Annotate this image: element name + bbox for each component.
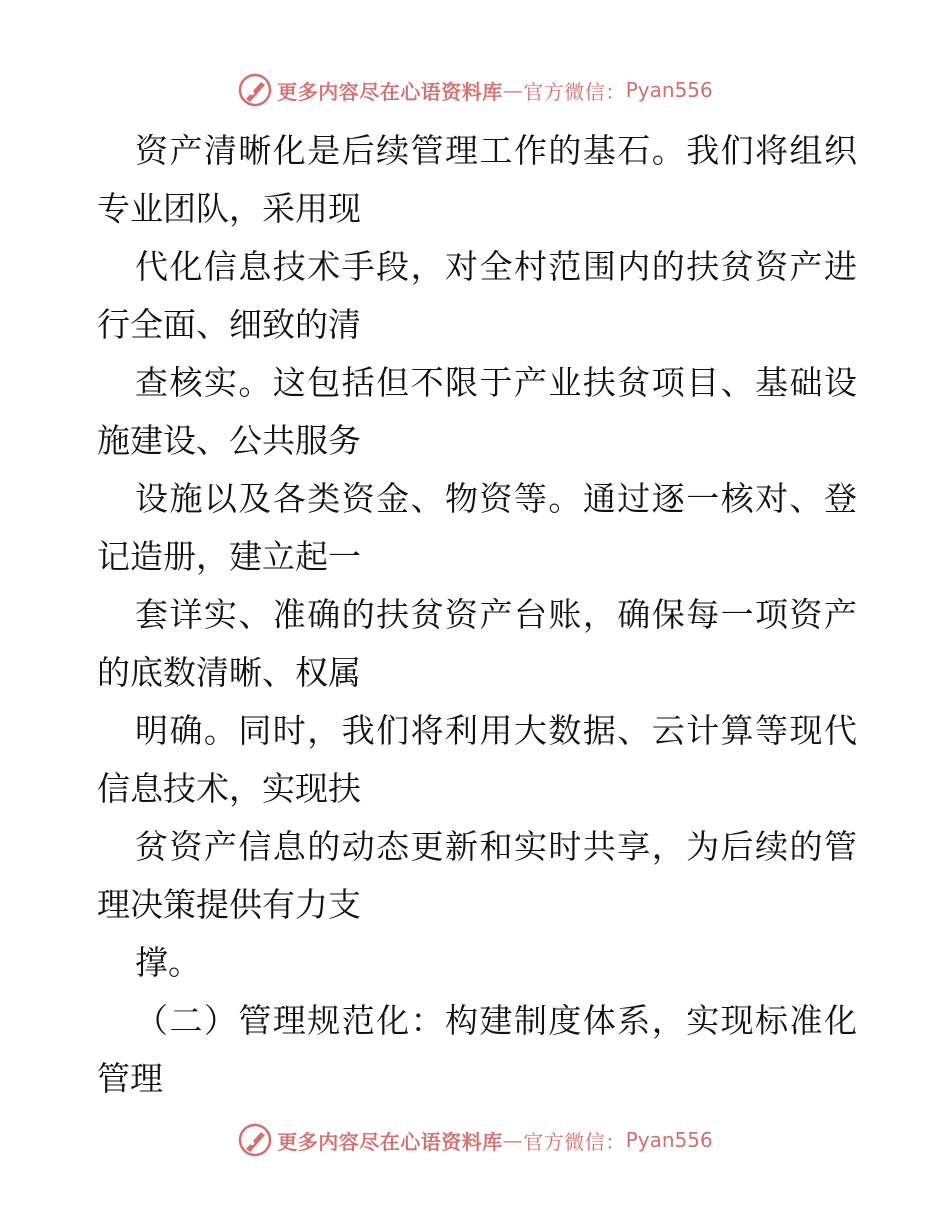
watermark-official-label: 官方微信： [523,79,626,104]
document-body [97,122,857,1108]
watermark-header [0,70,950,110]
body-line: 的底数清晰、权属 [97,653,361,692]
body-line: 明确。同时，我们将利用大数据、云计算等现代 [135,711,857,750]
body-line: 资产清晰化是后续管理工作的基石。我们将组织 [135,131,857,170]
body-line: 行全面、细致的清 [97,305,361,344]
body-line: 代化信息技术手段，对全村范围内的扶贫资产进 [135,247,857,286]
watermark-dash: — [502,1128,524,1152]
watermark-wechat-id: Pyan556 [625,78,713,102]
body-line: 施建设、公共服务 [97,421,361,460]
body-line: 撑。 [135,943,201,982]
body-line: 专业团队，采用现 [97,189,361,228]
watermark-main-text: 更多内容尽在心语资料库 [277,1129,503,1154]
body-line: 查核实。这包括但不限于产业扶贫项目、基础设 [135,363,857,402]
body-line: 信息技术，实现扶 [97,769,361,808]
watermark-main-text: 更多内容尽在心语资料库 [277,79,503,104]
section-heading-line: 管理 [97,1059,163,1098]
body-line: 记造册，建立起一 [97,537,361,576]
watermark-official-label: 官方微信： [523,1129,626,1154]
body-line: 理决策提供有力支 [97,885,361,924]
pen-circle-logo-icon [237,1122,273,1158]
watermark-dash: — [502,78,524,102]
body-line: 贫资产信息的动态更新和实时共享，为后续的管 [135,827,857,866]
pen-circle-logo-icon [237,72,273,108]
watermark-wechat-id: Pyan556 [625,1128,713,1152]
body-line: 设施以及各类资金、物资等。通过逐一核对、登 [135,479,857,518]
watermark-footer [0,1120,950,1160]
body-line: 套详实、准确的扶贫资产台账，确保每一项资产 [135,595,857,634]
section-heading-line: （二）管理规范化：构建制度体系，实现标准化 [135,1001,857,1040]
